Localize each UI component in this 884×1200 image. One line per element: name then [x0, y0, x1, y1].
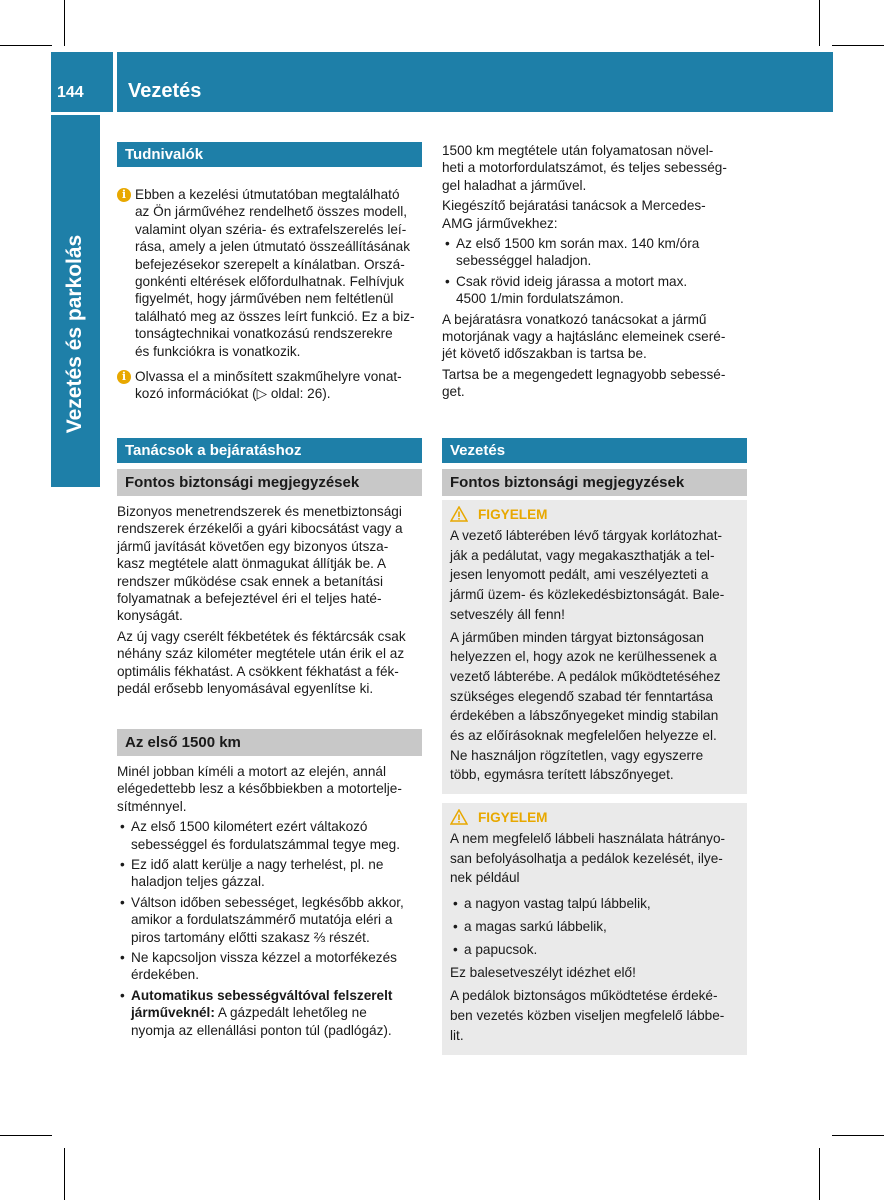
subheading-first-1500: Az első 1500 km — [117, 729, 422, 756]
page-title: Vezetés — [128, 80, 202, 102]
list-item: • a nagyon vastag talpú lábbelik, — [450, 892, 742, 915]
warning-icon — [450, 506, 468, 522]
page-number: 144 — [57, 84, 84, 101]
section-heading-vezetes: Vezetés — [442, 438, 747, 463]
list-item: • Csak rövid ideig járassa a motort max. 4500 1/min fordulatszámon. — [442, 273, 748, 308]
section-heading-tudnivalok: Tudnivalók — [117, 142, 422, 167]
warning-title: FIGYELEM — [450, 809, 742, 825]
info-icon: i — [117, 188, 131, 202]
title-box — [117, 52, 833, 112]
info-note-text: Ebben a kezelési útmutatóban megtalálható az Ön járművéhez rendelhető összes modell, valamint olyan széria- és extrafelszerelés leí- rása, amely a jelen útmutató összeállításának befejezésekor szerepelt a kínálatban. Orszá- gonkénti eltérések előfordulhatnak. Felhívjuk figyelmét, hogy járművében nem feltétlenül található meg az összes leírt funkció. Ez a biz- tonságtechnikai vonatkozású rendszerekre és funkciókra is vonatkozik. — [135, 187, 415, 359]
crop-mark — [819, 1148, 820, 1200]
warning-box — [442, 803, 747, 1055]
first-1500-text: Minél jobban kíméli a motort az elején, annál elégedettebb lesz a későbbiekben a motortelje- sítménnyel. • Az első 1500 kilométert ezért váltakozó sebességgel és fordulatszámmal tegye meg. • Ez idő alatt kerülje a nagy terhelést, pl. ne haladjon teljes gázzal. • Váltson időben sebességet, legkésőbb akkor, amikor a fordulatszámmérő mutatója eléri a piros tartomány előtti szakasz ⅔ részét. • Ne kapcsoljon vissza kézzel a motorfékezés érdekében. • Automatikus sebességváltóval felszerelt járműveknél: A gázpedált lehetőleg ne nyomja az ellenállási ponton túl (padlógáz). — [117, 763, 423, 1042]
bejaratas-text: Bizonyos menetrendszerek és menetbiztonsági rendszerek érzékelői a gyári kibocsátást vagy a jármű javítását követően egy bizonyos útsza- kasz megtétele alatt önmagukat állítják be. A rendszer működése csak ennek a betanítási folyamatnak a befejeztével éri el teljes haté- konyságát. Az új vagy cserélt fékbetétek és féktárcsák csak néhány száz kilométer megtétele után érik el az optimális fékhatást. A csökkent fékhatást a fék- pedál erősebb lenyomásával egyenlítse ki. — [117, 504, 406, 697]
info-note — [117, 368, 423, 403]
warning-icon — [450, 809, 468, 825]
warning-box — [442, 500, 747, 794]
list-item: • a magas sarkú lábbelik, — [450, 915, 742, 938]
crop-mark — [819, 0, 820, 46]
page-number-box — [51, 52, 113, 112]
crop-mark — [64, 1148, 65, 1200]
info-icon: i — [117, 370, 131, 384]
warning-text: A nem megfelelő lábbeli használata hátrányo- san befolyásolhatja a pedálok kezelését, ilye- nek például • a nagyon vastag talpú lábbelik, • a magas sarkú lábbelik, • a papucsok. Ez balesetveszélyt idézhet elő! A pedálok biztonságos működtetése érdeké- ben vezetés közben viseljen megfelelő lábbe- lit. — [450, 829, 742, 1045]
crop-mark — [832, 1135, 884, 1136]
warning-title: FIGYELEM — [450, 506, 742, 522]
info-note-text: Olvassa el a minősített szakműhelyre vonat- kozó információkat (▷ oldal: 26). — [135, 369, 402, 402]
list-item: • Az első 1500 kilométert ezért váltakozó sebességgel és fordulatszámmal tegye meg. — [117, 818, 423, 853]
warning-text: A vezető lábterében lévő tárgyak korlátozhat- ják a pedálutat, vagy megakaszthatják a tel- jesen lenyomott pedált, ami veszélyezteti a jármű üzem- és közlekedésbiztonságát. Bale- setveszély áll fenn! A járműben minden tárgyat biztonságosan helyezzen el, hogy azok ne kerülhessenek a vezető lábterébe. A pedálok működtetéséhez szükséges elegendő szabad tér fenntartása érdekében a lábszőnyegeket mindig stabilan és az előírásoknak megfelelően helyezze el. Ne használjon rögzítetlen, vagy egyszerre több, egymásra terített lábszőnyeget. — [450, 528, 725, 783]
list-item: • Automatikus sebességváltóval felszerelt járműveknél: A gázpedált lehetőleg ne nyomja az ellenállási ponton túl (padlógáz). — [117, 987, 423, 1039]
info-note — [117, 186, 423, 360]
crop-mark — [0, 1135, 52, 1136]
list-item: • Ez idő alatt kerülje a nagy terhelést, pl. ne haladjon teljes gázzal. — [117, 856, 423, 891]
subheading-safety: Fontos biztonsági megjegyzések — [117, 469, 422, 496]
section-heading-bejaratas: Tanácsok a bejáratáshoz — [117, 438, 422, 463]
right-top-text: 1500 km megtétele után folyamatosan növel- heti a motorfordulatszámot, és teljes sebesség- gel haladhat a járművel. Kiegészítő bejáratási tanácsok a Mercedes- AMG járművekhez: • Az első 1500 km során max. 140 km/óra sebességgel haladjon. • Csak rövid ideig járassa a motort max. 4500 1/min fordulatszámon. A bejáratásra vonatkozó tanácsokat a jármű motorjának vagy a hajtáslánc elemeinek cseré- jét követő időszakban is tartsa be. Tartsa be a megengedett legnagyobb sebessé- get. — [442, 142, 748, 404]
subheading-safety: Fontos biztonsági megjegyzések — [442, 469, 747, 496]
list-item: • a papucsok. — [450, 938, 742, 961]
side-tab-label: Vezetés és parkolás — [63, 234, 86, 434]
crop-mark — [0, 45, 52, 46]
list-item: • Az első 1500 km során max. 140 km/óra sebességgel haladjon. — [442, 235, 748, 270]
list-item: • Ne kapcsoljon vissza kézzel a motorfékezés érdekében. — [117, 949, 423, 984]
list-item: • Váltson időben sebességet, legkésőbb akkor, amikor a fordulatszámmérő mutatója eléri a piros tartomány előtti szakasz ⅔ részét. — [117, 894, 423, 946]
crop-mark — [64, 0, 65, 46]
crop-mark — [832, 45, 884, 46]
